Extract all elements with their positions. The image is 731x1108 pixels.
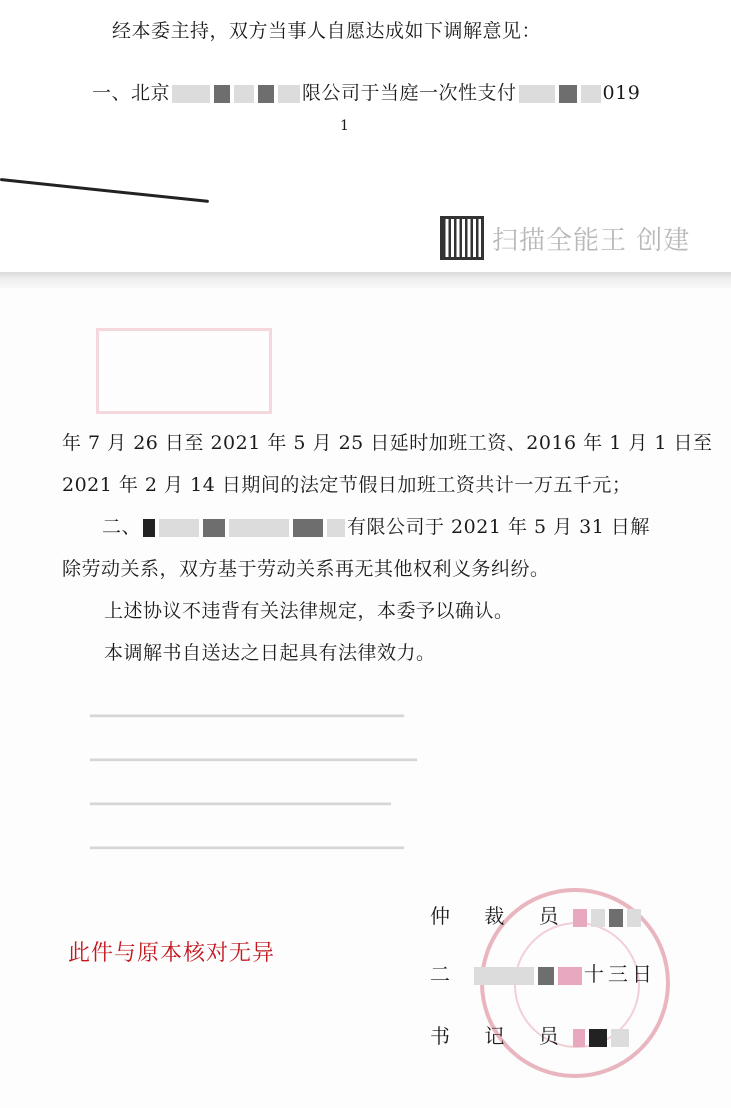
clerk-label: 书 记 员	[430, 1024, 573, 1048]
text-line-4: 除劳动关系，双方基于劳动关系再无其他权利义务纠纷。	[62, 558, 550, 580]
redaction-mask	[559, 85, 577, 103]
redaction-mask	[591, 909, 605, 927]
effect-text: 本调解书自送达之日起具有法律效力。	[104, 642, 436, 664]
redaction-mask	[327, 519, 345, 537]
signing-date	[430, 958, 656, 987]
pen-stroke	[0, 178, 209, 203]
redaction-mask	[589, 1029, 607, 1047]
verification-note: 此件与原本核对无异	[68, 941, 276, 966]
watermark-text: 扫描全能王 创建	[492, 225, 691, 256]
redaction-mask	[278, 85, 300, 103]
clause-2-prefix: 二、	[102, 516, 142, 538]
clerk-signature	[430, 1020, 631, 1049]
redaction-mask	[293, 519, 323, 537]
clause-1-end: 019	[602, 82, 641, 104]
page-number: 1	[340, 118, 350, 134]
bleed-through-line: ▁▁▁▁▁▁▁▁▁▁▁▁▁▁▁▁▁▁▁▁▁▁▁	[90, 786, 391, 806]
redaction-mask	[172, 85, 210, 103]
qr-code-icon	[440, 216, 484, 260]
redaction-mask	[573, 909, 587, 927]
text-line-1: 年 7 月 26 日至 2021 年 5 月 25 日延时加班工资、2016 年 1 月 1 日至	[62, 432, 713, 454]
redaction-mask	[214, 85, 230, 103]
scanner-watermark	[440, 216, 690, 260]
arbitrator-signature	[430, 900, 643, 929]
redaction-mask	[143, 519, 155, 537]
redaction-mask	[538, 967, 554, 985]
redaction-mask	[229, 519, 289, 537]
redaction-mask	[611, 1029, 629, 1047]
redaction-mask	[627, 909, 641, 927]
redaction-mask	[258, 85, 274, 103]
date-prefix: 二	[430, 962, 454, 986]
redaction-mask	[558, 967, 582, 985]
clause-1-body: 限公司于当庭一次性支付	[302, 82, 517, 104]
redaction-mask	[159, 519, 199, 537]
bleed-through-line: ▁▁▁▁▁▁▁▁▁▁▁▁▁▁▁▁▁▁▁▁▁▁▁▁	[90, 830, 404, 850]
redaction-mask	[573, 1029, 585, 1047]
intro-text: 经本委主持，双方当事人自愿达成如下调解意见：	[112, 20, 542, 42]
scan-page-2	[0, 288, 731, 1108]
date-suffix: 十三日	[584, 962, 656, 986]
confirm-text: 上述协议不违背有关法律规定，本委予以确认。	[104, 600, 514, 622]
bleed-through-line: ▁▁▁▁▁▁▁▁▁▁▁▁▁▁▁▁▁▁▁▁▁▁▁▁▁	[90, 742, 417, 762]
redaction-mask	[234, 85, 254, 103]
text-line-2: 2021 年 2 月 14 日期间的法定节假日加班工资共计一万五千元；	[62, 474, 632, 496]
redaction-mask	[609, 909, 623, 927]
redaction-mask	[519, 85, 555, 103]
clause-2-body: 有限公司于 2021 年 5 月 31 日解	[347, 516, 650, 538]
clause-1-prefix: 一、北京	[92, 82, 171, 104]
page-divider	[0, 272, 731, 288]
scan-page-1	[0, 0, 731, 272]
clause-2	[102, 512, 650, 539]
clause-1	[92, 78, 640, 105]
redaction-mask	[474, 967, 534, 985]
redaction-mask	[203, 519, 225, 537]
faded-stamp	[96, 328, 272, 414]
redaction-mask	[581, 85, 601, 103]
arbitrator-label: 仲 裁 员	[430, 904, 573, 928]
bleed-through-line: ▁▁▁▁▁▁▁▁▁▁▁▁▁▁▁▁▁▁▁▁▁▁▁▁	[90, 698, 404, 718]
